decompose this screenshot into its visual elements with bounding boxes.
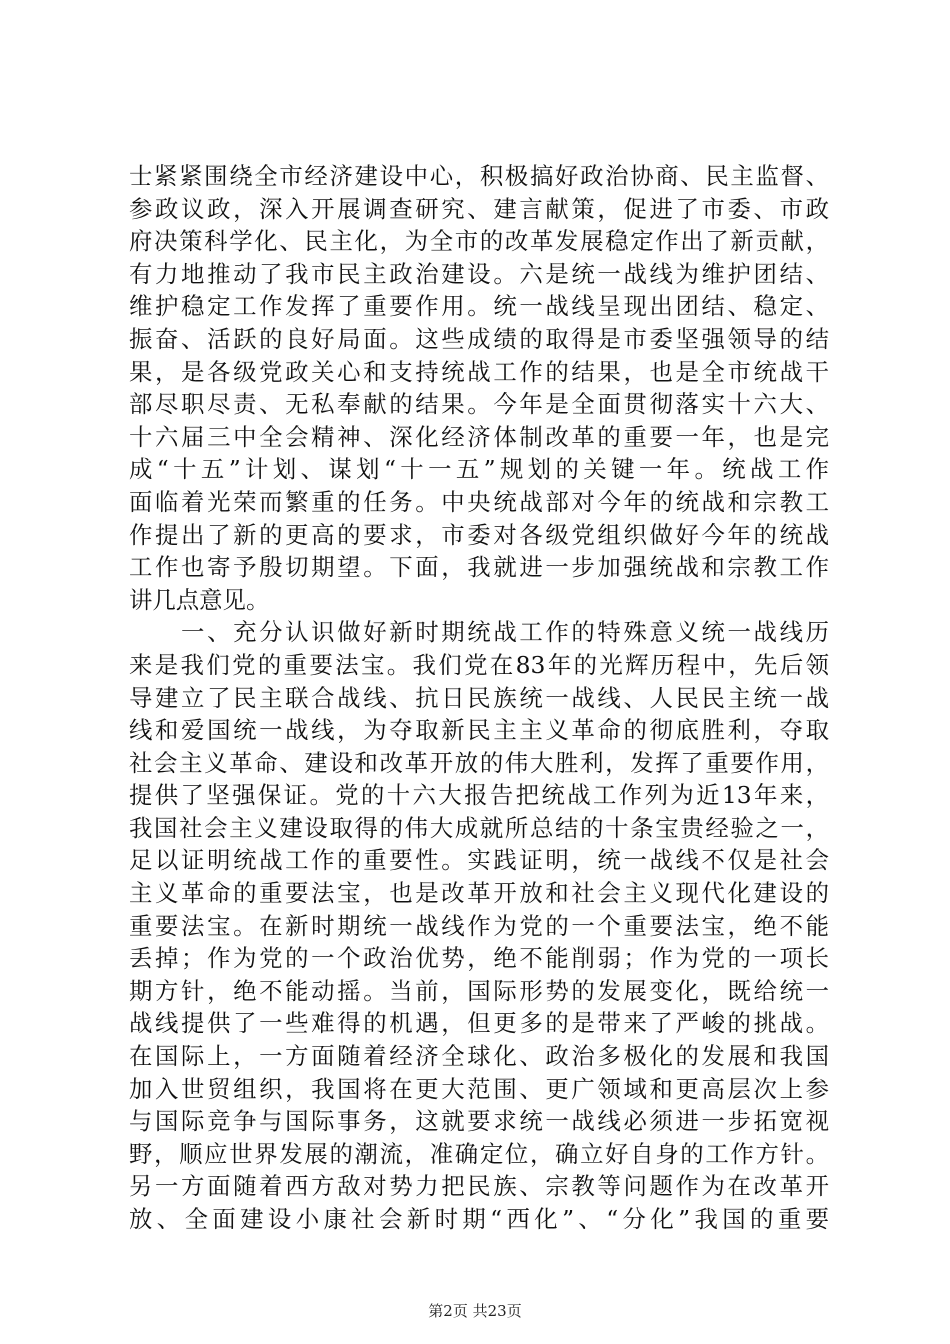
text-line: 主义革命的重要法宝，也是改革开放和社会主义现代化建设的 xyxy=(129,879,829,908)
text-line: 足以证明统战工作的重要性。实践证明，统一战线不仅是社会 xyxy=(129,846,829,875)
text-line: 战线提供了一些难得的机遇，但更多的是带来了严峻的挑战。 xyxy=(129,1009,829,1038)
text-line: 十六届三中全会精神、深化经济体制改革的重要一年，也是完 xyxy=(129,422,829,451)
text-line: 有力地推动了我市民主政治建设。六是统一战线为维护团结、 xyxy=(129,259,829,288)
text-line: 参政议政，深入开展调查研究、建言献策，促进了市委、市政 xyxy=(129,194,829,223)
text-line: 另一方面随着西方敌对势力把民族、宗教等问题作为在改革开 xyxy=(129,1172,829,1201)
text-line: 士紧紧围绕全市经济建设中心，积极搞好政治协商、民主监督、 xyxy=(129,162,829,190)
text-line: 府决策科学化、民主化，为全市的改革发展稳定作出了新贡献， xyxy=(129,227,829,256)
text-line: 部尽职尽责、无私奉献的结果。今年是全面贯彻落实十六大、 xyxy=(129,390,829,419)
page-footer: 第2页 共23页 xyxy=(428,1302,522,1320)
text-line: 讲几点意见。 xyxy=(129,585,270,614)
body-text xyxy=(129,160,829,1236)
text-line: 成“十五”计划、谋划“十一五”规划的关键一年。统战工作 xyxy=(129,455,829,484)
text-line: 期方针，绝不能动摇。当前，国际形势的发展变化，既给统一 xyxy=(129,976,829,1005)
text-line: 工作也寄予殷切期望。下面，我就进一步加强统战和宗教工作 xyxy=(129,553,829,582)
text-line: 放、全面建设小康社会新时期“西化”、“分化”我国的重要 xyxy=(129,1205,829,1233)
text-line: 导建立了民主联合战线、抗日民族统一战线、人民民主统一战 xyxy=(129,683,829,712)
text-line: 提供了坚强保证。党的十六大报告把统战工作列为近13年来， xyxy=(129,781,829,810)
text-line: 与国际竞争与国际事务，这就要求统一战线必须进一步拓宽视 xyxy=(129,1107,829,1136)
text-line: 维护稳定工作发挥了重要作用。统一战线呈现出团结、稳定、 xyxy=(129,292,829,321)
text-line: 作提出了新的更高的要求，市委对各级党组织做好今年的统战 xyxy=(129,520,829,549)
text-line: 振奋、活跃的良好局面。这些成绩的取得是市委坚强领导的结 xyxy=(129,324,829,353)
text-line: 加入世贸组织，我国将在更大范围、更广领域和更高层次上参 xyxy=(129,1074,829,1103)
text-line: 野，顺应世界发展的潮流，准确定位，确立好自身的工作方针。 xyxy=(129,1139,829,1168)
text-line: 来是我们党的重要法宝。我们党在83年的光辉历程中，先后领 xyxy=(129,650,829,679)
text-line: 重要法宝。在新时期统一战线作为党的一个重要法宝，绝不能 xyxy=(129,911,829,940)
text-line: 我国社会主义建设取得的伟大成就所总结的十条宝贵经验之一， xyxy=(129,813,829,842)
text-line: 一、充分认识做好新时期统战工作的特殊意义统一战线历 xyxy=(129,618,829,647)
text-line: 在国际上，一方面随着经济全球化、政治多极化的发展和我国 xyxy=(129,1042,829,1071)
text-line: 面临着光荣而繁重的任务。中央统战部对今年的统战和宗教工 xyxy=(129,487,829,516)
text-line: 线和爱国统一战线，为夺取新民主主义革命的彻底胜利，夺取 xyxy=(129,716,829,745)
text-line: 果，是各级党政关心和支持统战工作的结果，也是全市统战干 xyxy=(129,357,829,386)
text-line: 丢掉；作为党的一个政治优势，绝不能削弱；作为党的一项长 xyxy=(129,944,829,973)
text-line: 社会主义革命、建设和改革开放的伟大胜利，发挥了重要作用， xyxy=(129,748,829,777)
